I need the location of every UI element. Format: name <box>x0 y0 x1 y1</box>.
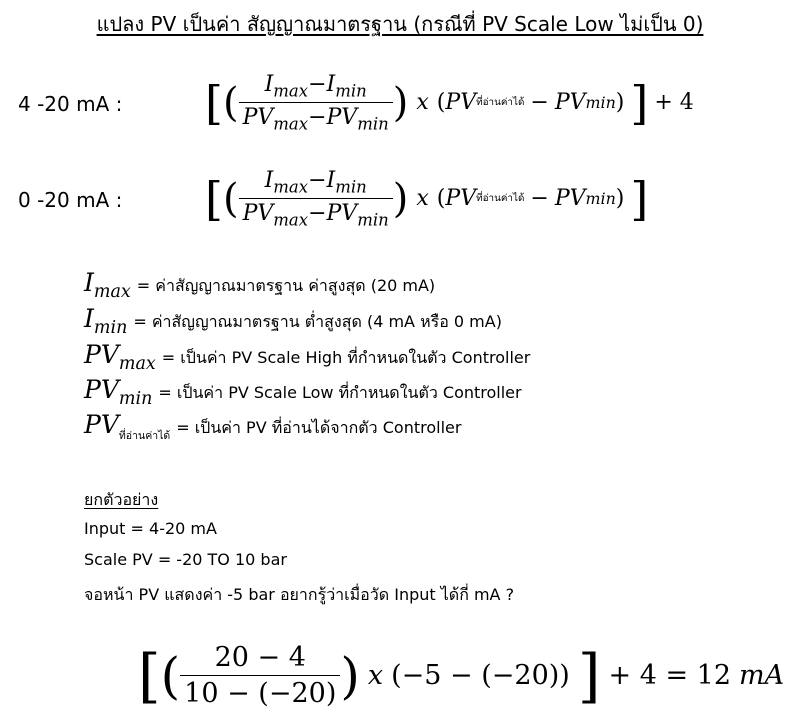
example-line-scale: Scale PV = -20 TO 10 bar <box>84 550 287 569</box>
formula-4-20-fraction: $\frac{I_{max}-I_{min}}{PV_{max}-PV_{min}}$ <box>239 72 393 134</box>
example-line-question: จอหน้า PV แสดงค่า -5 bar อยากรู้ว่าเมื่อวัด Input ได้กี่ mA ? <box>84 585 515 604</box>
definition-pvmin: $PV_{min}$ = เป็นค่า PV Scale Low ที่กำหนดในตัว Controller <box>84 375 522 409</box>
formula-0-20-fraction: $\frac{I_{max}-I_{min}}{PV_{max}-PV_{min}}$ <box>239 168 393 230</box>
definition-pvmax: $PV_{max}$ = เป็นค่า PV Scale High ที่กำหนดในตัว Controller <box>84 340 531 374</box>
definition-pv-read: $PV_{ที่อ่านค่าได้}$ = เป็นค่า PV ที่อ่านได้จากตัว Controller <box>84 410 462 442</box>
definition-imax: $I_{max}$ = ค่าสัญญาณมาตรฐาน ค่าสูงสุด (20 mA) <box>84 268 436 302</box>
example-line-input: Input = 4-20 mA <box>84 519 217 538</box>
example-result-equation: [ ( $\frac{20 - 4}{10 - (-20)}$ ) x ( −5 − (−20) ) ] + 4 = 12 mA <box>138 641 785 710</box>
formula-0-20-label: 0 -20 mA : <box>18 188 123 212</box>
example-heading: ยกตัวอย่าง <box>84 490 159 509</box>
formula-4-20: [ ( $\frac{I_{max}-I_{min}}{PV_{max}-PV_{min}}$ ) x ( PV ที่อ่านค่าได้ − PV min ) ] + 4 <box>205 72 694 134</box>
example-result-fraction: $\frac{20 - 4}{10 - (-20)}$ <box>180 642 340 709</box>
definition-imin: $I_{min}$ = ค่าสัญญาณมาตรฐาน ต่ำสูงสุด (4 mA หรือ 0 mA) <box>84 304 502 338</box>
page-title: แปลง PV เป็นค่า สัญญาณมาตรฐาน (กรณีที่ PV Scale Low ไม่เป็น 0) <box>96 12 704 36</box>
formula-4-20-label: 4 -20 mA : <box>18 92 123 116</box>
formula-0-20: [ ( $\frac{I_{max}-I_{min}}{PV_{max}-PV_{min}}$ ) x ( PV ที่อ่านค่าได้ − PV min ) ] <box>205 168 649 230</box>
